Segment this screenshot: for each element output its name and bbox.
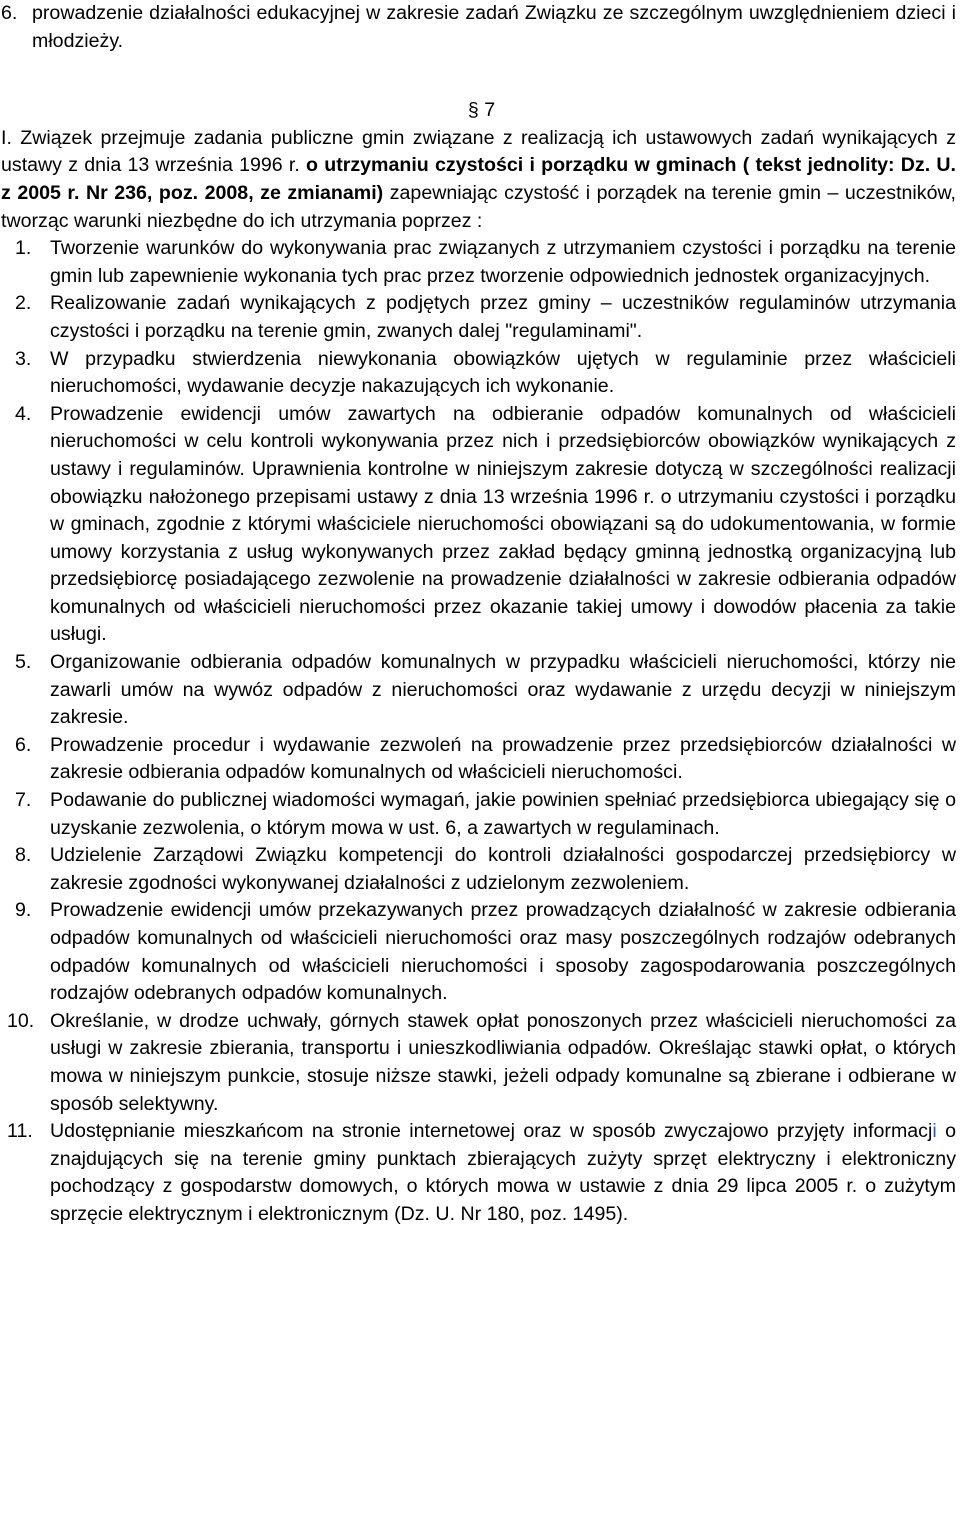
list-item-1: [1, 235, 956, 290]
item-number: 6.: [1, 2, 18, 24]
item-number: 10.: [7, 1009, 35, 1032]
item-number: 1.: [15, 237, 32, 260]
item-text: Organizowanie odbierania odpadów komunalnych w przypadku właścicieli nieruchomości, którzy nie zawarli umów na wywóz odpadów z nieruchomości oraz wydawanie z urzędu decyzji w niniejszym zakresie.: [50, 651, 956, 729]
item-text: Prowadzenie ewidencji umów zawartych na odbieranie odpadów komunalnych od właścicieli nieruchomości w celu kontroli wykonywania przez nich i przedsiębiorców obowiązków wynikających z ustawy i regulaminów. Uprawnienia kontrolne w niniejszym zakresie dotyczą w szczególności realizacji obowiązku nałożonego przepisami ustawy z dnia 13 września 1996 r. o utrzymaniu czystości i porządku w gminach, zgodnie z którymi właściciele nieruchomości obowiązani są do udokumentowania, w formie umowy korzystania z usług wykonywanych przez zakład będący gminną jednostką organizacyjną lub przedsiębiorcę posiadającego zezwolenie na prowadzenie działalności w zakresie odbierania odpadów komunalnych od właścicieli nieruchomości przez okazanie takiej umowy i dowodów płacenia za takie usługi.: [50, 402, 956, 646]
list-item-5: [1, 649, 956, 732]
item-text: Prowadzenie procedur i wydawanie zezwoleń na prowadzenie przez przedsiębiorców działalności w zakresie odbierania odpadów komunalnych od właścicieli nieruchomości.: [50, 733, 956, 784]
item-number: 3.: [15, 347, 32, 370]
item-number: 11.: [7, 1120, 33, 1143]
item-text: Tworzenie warunków do wykonywania prac związanych z utrzymaniem czystości i porządku na terenie gmin lub zapewnienie wykonania tych prac przez tworzenie odpowiednich jednostek organizacyjnych.: [50, 237, 956, 287]
item-text: Podawanie do publicznej wiadomości wymagań, jakie powinien spełniać przedsiębiorca ubiegający się o uzyskanie zezwolenia, o którym mowa w ust. 6, a zawartych w regulaminach.: [50, 789, 956, 839]
item-number: 2.: [15, 292, 32, 315]
list-item-6: [1, 732, 956, 787]
list-item-7: [1, 787, 956, 842]
item-text: Realizowanie zadań wynikających z podjętych przez gminy – uczestników regulaminów utrzymania czystości i porządku na terenie gmin, zwanych dalej "regulaminami".: [50, 292, 956, 342]
item-number: 4.: [15, 402, 32, 425]
list-item-9: [1, 897, 956, 1007]
item-number: 9.: [15, 899, 32, 922]
item-number: 6.: [15, 733, 32, 756]
item-text: Udzielenie Zarządowi Związku kompetencji do kontroli działalności gospodarczej przedsiębiorcy w zakresie zgodności wykonywanej działalności z udzielonym zezwoleniem.: [50, 844, 956, 894]
list-item-2: [1, 290, 956, 345]
section-paragraph: [1, 125, 956, 235]
item-number: 8.: [15, 844, 32, 867]
list-item-10: [1, 1008, 956, 1118]
section-mark: § 7: [467, 99, 496, 122]
highlighted-letter: i: [932, 1120, 937, 1143]
item-text: Prowadzenie ewidencji umów przekazywanych przez prowadzących działalność w zakresie odbierania odpadów komunalnych od właścicieli nieruchomości oraz masy poszczególnych rodzajów odebranych odpadów komunalnych od właścicieli nieruchomości i sposoby zagospodarowania poszczególnych rodzajów odebranych odpadów komunalnych.: [50, 899, 956, 1005]
item-text-before: Udostępnianie mieszkańcom na stronie internetowej oraz w sposób zwyczajowo przyjęty informacj: [50, 1120, 933, 1143]
paragraph-bold-citation: o utrzymaniu czystości i porządku w gminach ( tekst jednolity: Dz. U. z 2005 r. Nr 236, poz. 2008, ze zmianami): [1, 154, 956, 204]
item-number: 5.: [15, 651, 32, 674]
list-item-4: [1, 401, 956, 649]
list-item-3: [1, 346, 956, 401]
list-item-11: [1, 1118, 956, 1228]
intro-item: [1, 0, 956, 55]
paragraph-lead: I. Związek przejmuje zadania publiczne gmin związane z realizacją ich ustawowych zadań wynikających z ustawy z dnia 13 września 1996 r.: [1, 126, 956, 177]
item-number: 7.: [15, 789, 32, 812]
item-text-after: o znajdujących się na terenie gminy punktach zbierających zużyty sprzęt elektryczny i elektroniczny pochodzący z gospodarstw domowych, o których mowa w ustawie z dnia 29 lipca 2005 r. o zużytym sprzęcie elektrycznym i elektronicznym (Dz. U. Nr 180, poz. 1495).: [50, 1120, 956, 1225]
item-text: prowadzenie działalności edukacyjnej w zakresie zadań Związku ze szczególnym uwzględnieniem dzieci i młodzieży.: [32, 2, 956, 52]
item-text: W przypadku stwierdzenia niewykonania obowiązków ujętych w regulaminie przez właścicieli nieruchomości, wydawanie decyzje nakazujących ich wykonanie.: [50, 347, 956, 398]
paragraph-rest: zapewniając czystość i porządek na terenie gmin – uczestników, tworząc warunki niezbędne do ich utrzymania poprzez :: [1, 181, 956, 232]
list-item-8: [1, 842, 956, 897]
item-text: Określanie, w drodze uchwały, górnych stawek opłat ponoszonych przez właścicieli nieruchomości za usługi w zakresie zbierania, transportu i unieszkodliwiania odpadów. Określając stawki opłat, o których mowa w niniejszym punkcie, stosuje niższe stawki, jeżeli odpady komunalne są zbierane i odbierane w sposób selektywny.: [50, 1009, 956, 1115]
